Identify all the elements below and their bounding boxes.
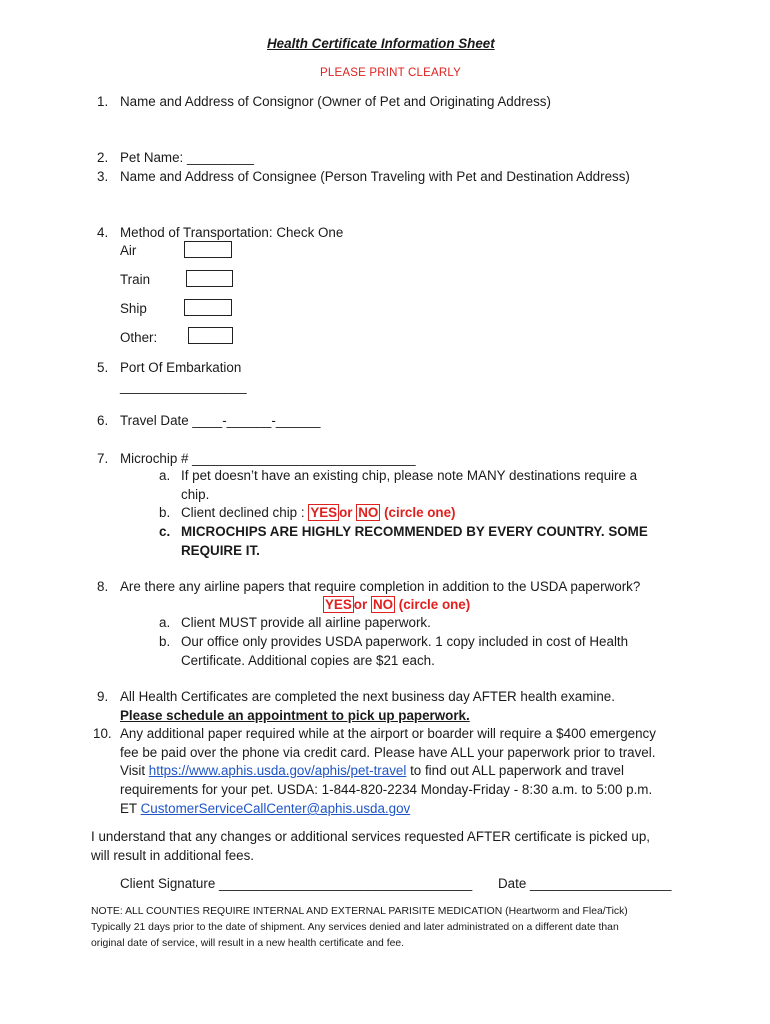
print-clearly-notice: PLEASE PRINT CLEARLY <box>320 67 461 79</box>
no-option[interactable]: NO <box>372 597 394 612</box>
air-checkbox[interactable] <box>184 241 232 258</box>
yes-option[interactable]: YES <box>325 597 352 612</box>
understanding-statement: I understand that any changes or additional services requested AFTER certificate is picked up, <box>91 829 650 844</box>
visit-rest-text: to find out ALL paperwork and travel <box>410 763 624 778</box>
et-text: ET <box>120 801 137 816</box>
yes-option[interactable]: YES <box>310 505 338 520</box>
item-number: 8. <box>97 579 109 594</box>
transportation-label: Method of Transportation: Check One <box>120 225 344 240</box>
item-number: 5. <box>97 360 109 375</box>
port-embarkation-field[interactable]: _________________ <box>120 379 247 394</box>
consignee-label: Name and Address of Consignee (Person Traveling with Pet and Destination Address) <box>120 169 630 184</box>
declined-chip-line <box>181 504 456 522</box>
item-number: 7. <box>97 451 109 466</box>
microchip-note: If pet doesn’t have an existing chip, please note MANY destinations require a <box>181 468 638 483</box>
microchip-field[interactable]: Microchip # ______________________________ <box>120 451 416 466</box>
parasite-note-line2: Typically 21 days prior to the date of shipment. Any services denied and later administrated on a different date than <box>91 922 619 933</box>
airline-papers-question: Are there any airline papers that require completion in addition to the USDA paperwork? <box>120 579 641 594</box>
option-air-label: Air <box>120 243 137 258</box>
airline-paperwork-note: Client MUST provide all airline paperwork. <box>181 615 431 630</box>
parasite-note-line3: original date of service, will result in a new health certificate and fee. <box>91 938 405 949</box>
consignor-label: Name and Address of Consignor (Owner of Pet and Originating Address) <box>120 94 551 109</box>
visit-line <box>120 762 624 780</box>
emergency-fee-note-cont: fee be paid over the phone via credit card. Please have ALL your paperwork prior to travel. <box>120 745 656 760</box>
date-field[interactable]: Date ___________________ <box>498 876 672 891</box>
train-checkbox[interactable] <box>186 270 233 287</box>
customer-service-email-link[interactable]: CustomerServiceCallCenter@aphis.usda.gov <box>140 801 411 816</box>
pet-name-field[interactable]: Pet Name: _________ <box>120 150 255 165</box>
no-option[interactable]: NO <box>358 505 379 520</box>
page-title: Health Certificate Information Sheet <box>267 36 495 51</box>
item-number: 2. <box>97 150 109 165</box>
option-ship-label: Ship <box>120 301 147 316</box>
microchip-recommendation: MICROCHIPS ARE HIGHLY RECOMMENDED BY EVERY COUNTRY. SOME <box>181 524 648 539</box>
understanding-statement-cont: will result in additional fees. <box>91 848 255 863</box>
circle-one-text: (circle one) <box>384 505 456 520</box>
option-other-label: Other: <box>120 330 158 345</box>
item-number: 9. <box>97 689 109 704</box>
or-text: or <box>353 597 368 612</box>
usda-paperwork-note-cont: Certificate. Additional copies are $21 each. <box>181 653 435 668</box>
visit-text: Visit <box>120 763 146 778</box>
item-number: 3. <box>97 169 109 184</box>
client-signature-field[interactable]: Client Signature __________________________________ <box>120 876 473 891</box>
sub-label: a. <box>159 615 171 630</box>
other-checkbox[interactable] <box>188 327 233 344</box>
or-text: or <box>339 505 353 520</box>
parasite-note: NOTE: ALL COUNTIES REQUIRE INTERNAL AND EXTERNAL PARISITE MEDICATION (Heartworm and Flea/Tick) <box>91 906 628 917</box>
item-number: 4. <box>97 225 109 240</box>
travel-date-field[interactable]: Travel Date ____-______-______ <box>120 413 321 428</box>
microchip-note-cont: chip. <box>181 487 210 502</box>
usda-paperwork-note: Our office only provides USDA paperwork. 1 copy included in cost of Health <box>181 634 629 649</box>
option-train-label: Train <box>120 272 151 287</box>
item-number: 10. <box>93 726 112 741</box>
email-line <box>120 800 410 818</box>
sub-label: b. <box>159 505 171 520</box>
declined-chip-label: Client declined chip : <box>181 505 305 520</box>
airline-yes-no-line <box>323 596 470 614</box>
usda-contact-line: requirements for your pet. USDA: 1-844-820-2234 Monday-Friday - 8:30 a.m. to 5:00 p.m. <box>120 782 653 797</box>
sub-label: c. <box>159 524 171 539</box>
ship-checkbox[interactable] <box>184 299 232 316</box>
port-embarkation-label: Port Of Embarkation <box>120 360 242 375</box>
item-number: 6. <box>97 413 109 428</box>
appointment-note: Please schedule an appointment to pick up paperwork. <box>120 708 470 723</box>
circle-one-text: (circle one) <box>398 597 471 612</box>
item-number: 1. <box>97 94 109 109</box>
sub-label: a. <box>159 468 171 483</box>
completion-note: All Health Certificates are completed the next business day AFTER health examine. <box>120 689 615 704</box>
emergency-fee-note: Any additional paper required while at the airport or boarder will require a $400 emergency <box>120 726 656 741</box>
microchip-recommendation-cont: REQUIRE IT. <box>181 543 260 558</box>
sub-label: b. <box>159 634 171 649</box>
aphis-pet-travel-link[interactable]: https://www.aphis.usda.gov/aphis/pet-travel <box>148 763 407 778</box>
